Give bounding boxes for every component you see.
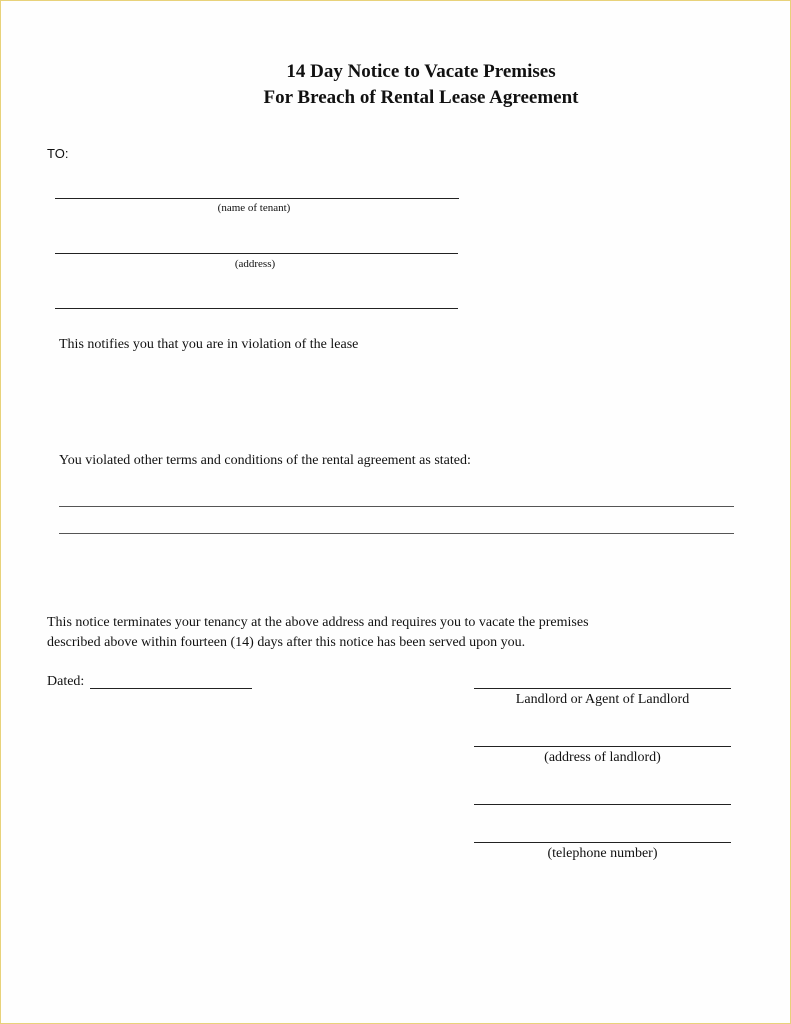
tenant-address-line-2[interactable] (55, 308, 458, 309)
dated-label: Dated: (47, 674, 85, 689)
tenant-name-line[interactable] (55, 198, 459, 199)
landlord-phone-line[interactable] (474, 842, 731, 843)
landlord-address-line[interactable] (474, 746, 731, 747)
tenant-address-caption: (address) (234, 258, 276, 270)
landlord-address-caption: (address of landlord) (544, 750, 661, 765)
page-title: 14 Day Notice to Vacate Premises (286, 61, 556, 82)
landlord-caption: Landlord or Agent of Landlord (515, 692, 690, 707)
termination-text-line-1: This notice terminates your tenancy at the above address and requires you to vacate the premises (47, 615, 589, 630)
lease-violation-text: This notifies you that you are in violation of the lease (59, 337, 359, 352)
landlord-signature-line[interactable] (474, 688, 731, 689)
terms-violation-text: You violated other terms and conditions of the rental agreement as stated: (59, 453, 471, 468)
termination-text-line-2: described above within fourteen (14) days after this notice has been served upon you. (47, 635, 526, 650)
violation-details-line-1[interactable] (59, 506, 734, 507)
tenant-name-caption: (name of tenant) (217, 202, 291, 214)
to-label: TO: (47, 146, 69, 161)
page-subtitle: For Breach of Rental Lease Agreement (263, 87, 579, 108)
landlord-phone-caption: (telephone number) (547, 846, 658, 861)
violation-details-line-2[interactable] (59, 533, 734, 534)
dated-line[interactable] (90, 688, 252, 689)
landlord-address-line-2[interactable] (474, 804, 731, 805)
tenant-address-line[interactable] (55, 253, 458, 254)
